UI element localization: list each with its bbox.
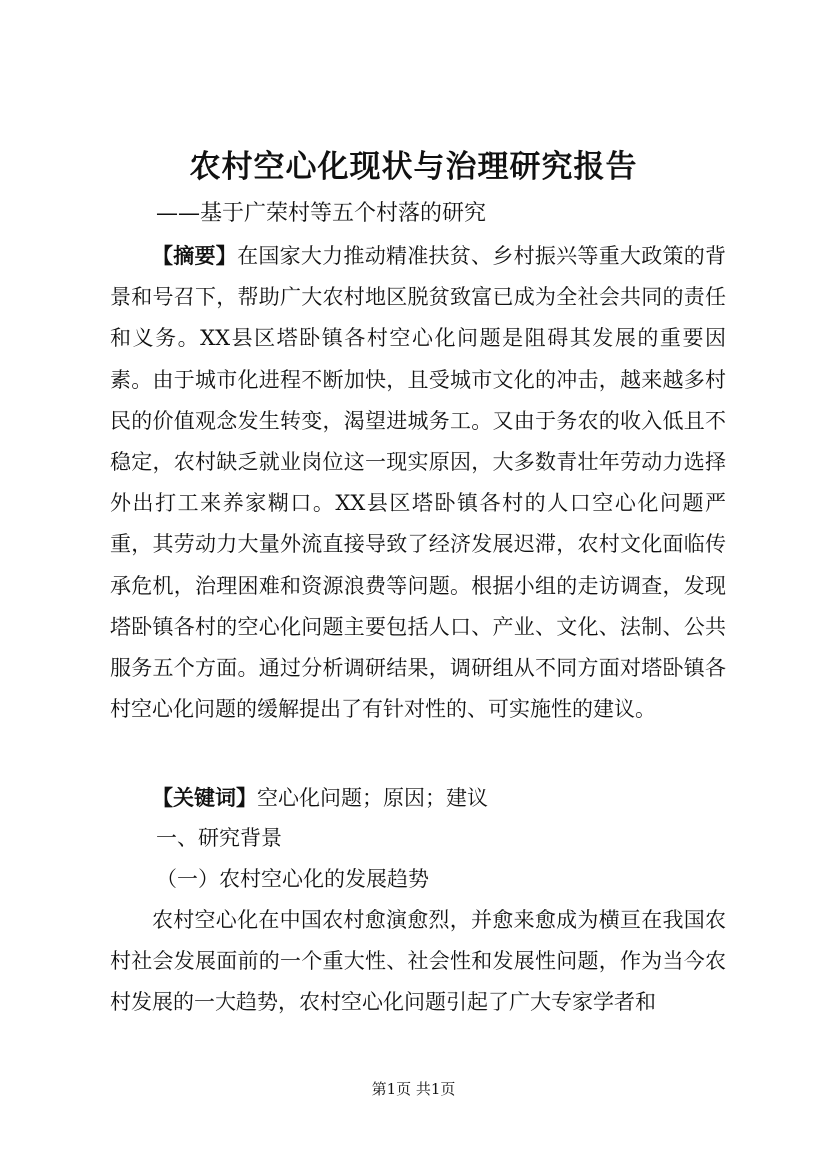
keywords-text: 空心化问题；原因；建议 <box>257 786 488 810</box>
document-subtitle: ——基于广荣村等五个村落的研究 <box>156 201 487 226</box>
abstract-paragraph <box>110 235 726 730</box>
keywords-label: 【关键词】 <box>152 785 257 810</box>
body-paragraph: 农村空心化在中国农村愈演愈烈，并愈来愈成为横亘在我国农村社会发展面前的一个重大性、社会性和发展性问题，作为当今农村发展的一大趋势，农村空心化问题引起了广大专家学者和 <box>110 908 726 1015</box>
keywords-paragraph <box>110 777 726 819</box>
abstract-label: 【摘要】 <box>152 243 238 268</box>
page-footer: 第1页 共1页 <box>371 1080 456 1098</box>
abstract-text: 在国家大力推动精准扶贫、乡村振兴等重大政策的背景和号召下，帮助广大农村地区脱贫致富已成为全社会共同的责任和义务。XX县区塔卧镇各村空心化问题是阻碍其发展的重要因素。由于城市化进程不断加快，且受城市文化的冲击，越来越多村民的价值观念发生转变，渴望进城务工。又由于务农的收入低且不稳定，农村缺乏就业岗位这一现实原因，大多数青壮年劳动力选择外出打工来养家糊口。XX县区塔卧镇各村的人口空心化问题严重，其劳动力大量外流直接导致了经济发展迟滞，农村文化面临传承危机，治理困难和资源浪费等问题。根据小组的走访调查，发现塔卧镇各村的空心化问题主要包括人口、产业、文化、法制、公共服务五个方面。通过分析调研结果，调研组从不同方面对塔卧镇各村空心化问题的缓解提出了有针对性的、可实施性的建议。 <box>110 244 726 722</box>
section-heading-research-background: 一、研究背景 <box>156 826 282 850</box>
document-title: 农村空心化现状与治理研究报告 <box>189 149 638 185</box>
subsection-heading-development-trend: （一）农村空心化的发展趋势 <box>156 867 429 891</box>
